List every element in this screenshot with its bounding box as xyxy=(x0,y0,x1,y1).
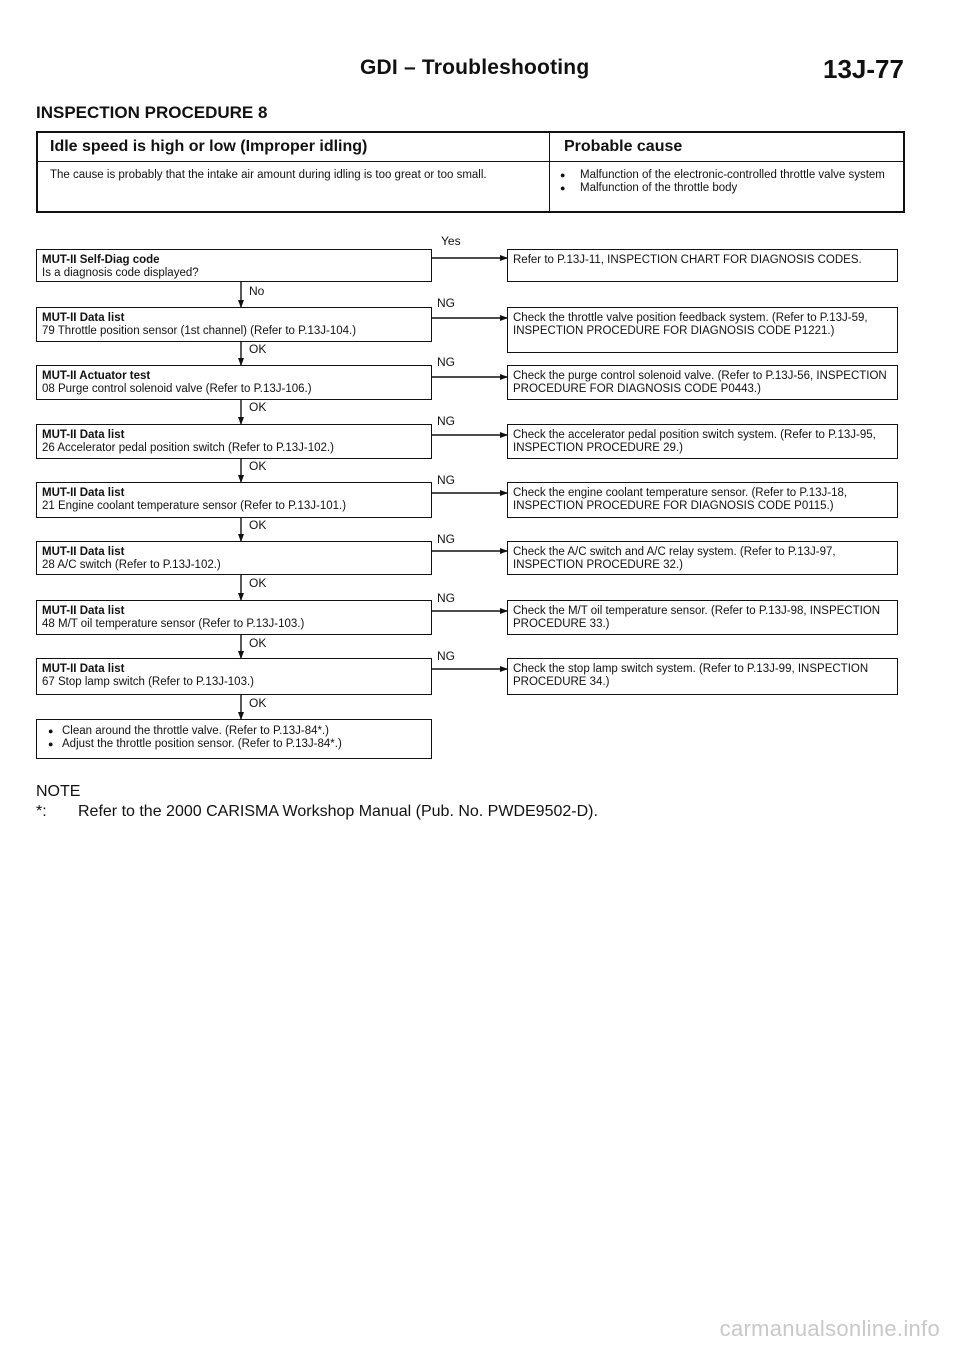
next-label-ok: OK xyxy=(249,459,267,473)
next-label-ok: OK xyxy=(249,518,267,532)
next-label-ok: OK xyxy=(249,636,267,650)
branch-label-ng: NG xyxy=(437,414,455,428)
flow-result-box: Check the A/C switch and A/C relay system. (Refer to P.13J-97, INSPECTION PROCEDURE 32.) xyxy=(507,541,898,575)
page-number: 13J-77 xyxy=(823,54,904,84)
flow-step-box xyxy=(36,424,432,459)
flow-result-box: Refer to P.13J-11, INSPECTION CHART FOR DIAGNOSIS CODES. xyxy=(507,249,898,282)
flow-step-box xyxy=(36,600,432,635)
branch-label-ng: NG xyxy=(437,591,455,605)
branch-label-yes: Yes xyxy=(441,234,461,248)
step-detail: 21 Engine coolant temperature sensor (Refer to P.13J-101.) xyxy=(42,500,347,512)
procedure-title: INSPECTION PROCEDURE 8 xyxy=(36,103,268,122)
cause-heading: Probable cause xyxy=(564,138,683,155)
flow-step-box xyxy=(36,307,432,342)
step-detail: 48 M/T oil temperature sensor (Refer to P.13J-103.) xyxy=(42,618,305,630)
next-label-ok: OK xyxy=(249,342,267,356)
note-text xyxy=(36,803,598,821)
next-label-ok: OK xyxy=(249,576,267,590)
step-title: MUT-II Data list xyxy=(42,429,125,441)
final-action-box xyxy=(36,719,432,759)
step-title: MUT-II Data list xyxy=(42,546,125,558)
branch-label-ng: NG xyxy=(437,296,455,310)
step-detail: 67 Stop lamp switch (Refer to P.13J-103.) xyxy=(42,676,255,688)
flow-result-box: Check the accelerator pedal position switch system. (Refer to P.13J-95, INSPECTION PROCEDURE 29.) xyxy=(507,424,898,459)
flow-step-box xyxy=(36,541,432,575)
branch-label-ng: NG xyxy=(437,473,455,487)
flow-step-box xyxy=(36,482,432,518)
next-label-no: No xyxy=(249,284,265,298)
flow-result-box: Check the engine coolant temperature sensor. (Refer to P.13J-18, INSPECTION PROCEDURE FOR DIAGNOSIS CODE P0115.) xyxy=(507,482,898,518)
step-detail: 28 A/C switch (Refer to P.13J-102.) xyxy=(42,559,221,571)
flow-result-box: Check the throttle valve position feedback system. (Refer to P.13J-59, INSPECTION PROCEDURE FOR DIAGNOSIS CODE P1221.) xyxy=(507,307,898,353)
flow-step-box xyxy=(36,365,432,400)
flow-result-box: Check the M/T oil temperature sensor. (Refer to P.13J-98, INSPECTION PROCEDURE 33.) xyxy=(507,600,898,635)
cause-item: ● Malfunction of the electronic-controlled throttle valve system xyxy=(554,169,894,182)
flow-step-box xyxy=(36,249,432,282)
branch-label-ng: NG xyxy=(437,649,455,663)
step-detail: Is a diagnosis code displayed? xyxy=(42,267,199,279)
step-title: MUT-II Data list xyxy=(42,312,125,324)
branch-label-ng: NG xyxy=(437,355,455,369)
step-detail: 08 Purge control solenoid valve (Refer to P.13J-106.) xyxy=(42,383,312,395)
flow-result-box: Check the stop lamp switch system. (Refer to P.13J-99, INSPECTION PROCEDURE 34.) xyxy=(507,658,898,695)
step-title: MUT-II Actuator test xyxy=(42,370,151,382)
page-header-title: GDI – Troubleshooting xyxy=(360,56,590,79)
final-action-item: ● Clean around the throttle valve. (Refer to P.13J-84*.) xyxy=(42,725,426,738)
step-detail: 26 Accelerator pedal position switch (Refer to P.13J-102.) xyxy=(42,442,334,454)
note-body: Refer to the 2000 CARISMA Workshop Manual (Pub. No. PWDE9502-D). xyxy=(78,803,598,820)
note-label: NOTE xyxy=(36,783,81,800)
final-action-item: ● Adjust the throttle position sensor. (Refer to P.13J-84*.) xyxy=(42,738,426,751)
cause-item: ● Malfunction of the throttle body xyxy=(554,182,894,195)
branch-label-ng: NG xyxy=(437,532,455,546)
step-title: MUT-II Data list xyxy=(42,605,125,617)
flow-result-box: Check the purge control solenoid valve. (Refer to P.13J-56, INSPECTION PROCEDURE FOR DIAGNOSIS CODE P0443.) xyxy=(507,365,898,400)
step-detail: 79 Throttle position sensor (1st channel) (Refer to P.13J-104.) xyxy=(42,325,357,337)
step-title: MUT-II Data list xyxy=(42,487,125,499)
step-title: MUT-II Self-Diag code xyxy=(42,254,160,266)
flow-step-box xyxy=(36,658,432,695)
step-title: MUT-II Data list xyxy=(42,663,125,675)
next-label-ok: OK xyxy=(249,696,267,710)
symptom-text: The cause is probably that the intake air amount during idling is too great or too small. xyxy=(50,169,487,181)
symptom-heading: Idle speed is high or low (Improper idling) xyxy=(50,138,368,155)
note-marker: *: xyxy=(36,803,47,820)
watermark-text: carmanualsonline.info xyxy=(719,1316,940,1341)
final-action-list xyxy=(42,725,426,751)
next-label-ok: OK xyxy=(249,400,267,414)
